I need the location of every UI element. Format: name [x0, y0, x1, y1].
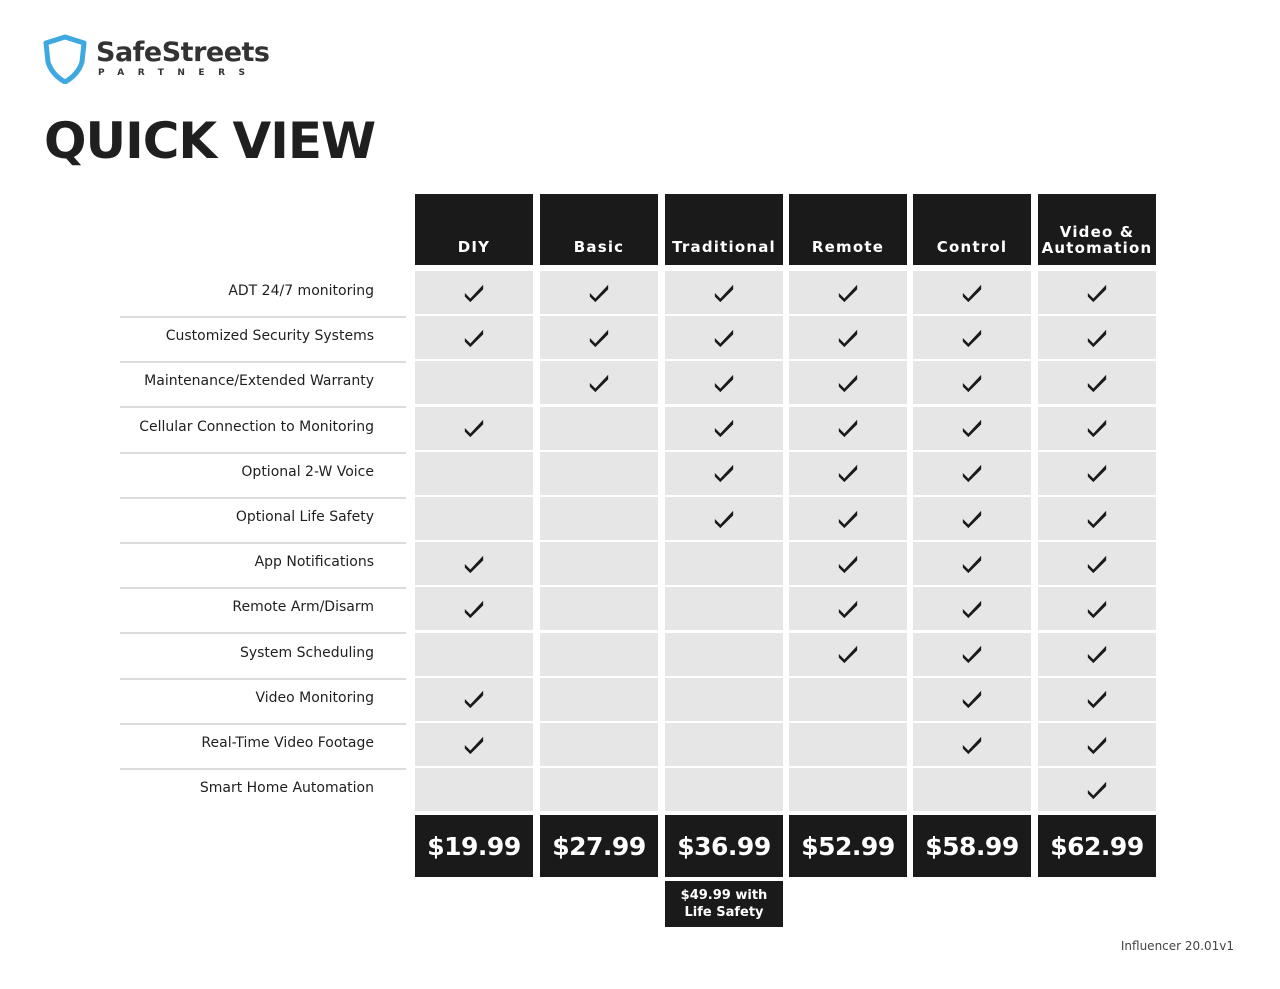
feature-cell	[913, 633, 1031, 676]
feature-cell	[665, 587, 783, 630]
feature-cell	[789, 361, 907, 404]
feature-cell	[415, 452, 533, 495]
checkmark-icon	[462, 734, 486, 756]
plan-price: $62.99	[1038, 815, 1156, 877]
plan-price: $19.99	[415, 815, 533, 877]
row-divider	[120, 542, 406, 544]
checkmark-icon	[1085, 417, 1109, 439]
plan-price: $27.99	[540, 815, 658, 877]
feature-cell	[1038, 497, 1156, 540]
checkmark-icon	[1085, 553, 1109, 575]
checkmark-icon	[836, 372, 860, 394]
checkmark-icon	[960, 688, 984, 710]
checkmark-icon	[712, 508, 736, 530]
feature-cell	[1038, 316, 1156, 359]
checkmark-icon	[836, 553, 860, 575]
plan-price: $52.99	[789, 815, 907, 877]
checkmark-icon	[1085, 508, 1109, 530]
checkmark-icon	[712, 462, 736, 484]
feature-cell	[1038, 407, 1156, 450]
checkmark-icon	[1085, 779, 1109, 801]
checkmark-icon	[462, 553, 486, 575]
row-divider	[120, 768, 406, 770]
feature-cell	[789, 542, 907, 585]
feature-cell	[540, 407, 658, 450]
document-code: Influencer 20.01v1	[1120, 939, 1234, 953]
plan-header: Basic	[540, 194, 658, 265]
row-divider	[120, 497, 406, 499]
feature-cell	[665, 497, 783, 540]
checkmark-icon	[712, 417, 736, 439]
feature-cell	[1038, 361, 1156, 404]
feature-cell	[1038, 723, 1156, 766]
feature-cell	[415, 316, 533, 359]
page-title: QUICK VIEW	[44, 112, 376, 170]
feature-cell	[665, 678, 783, 721]
feature-cell	[1038, 271, 1156, 314]
feature-cell	[665, 633, 783, 676]
plan-header: Remote	[789, 194, 907, 265]
brand-logo	[42, 34, 270, 84]
plan-header: Traditional	[665, 194, 783, 265]
feature-cell	[913, 316, 1031, 359]
feature-cell	[789, 497, 907, 540]
feature-cell	[415, 678, 533, 721]
row-divider	[120, 587, 406, 589]
feature-cell	[540, 361, 658, 404]
feature-cell	[415, 723, 533, 766]
feature-cell	[789, 723, 907, 766]
feature-label: Optional 2-W Voice	[241, 463, 374, 480]
checkmark-icon	[960, 734, 984, 756]
checkmark-icon	[836, 282, 860, 304]
row-divider	[120, 452, 406, 454]
checkmark-icon	[1085, 282, 1109, 304]
feature-cell	[913, 723, 1031, 766]
feature-cell	[1038, 542, 1156, 585]
feature-cell	[665, 361, 783, 404]
feature-label: Cellular Connection to Monitoring	[139, 418, 374, 435]
checkmark-icon	[462, 282, 486, 304]
checkmark-icon	[836, 643, 860, 665]
feature-cell	[913, 542, 1031, 585]
checkmark-icon	[712, 327, 736, 349]
checkmark-icon	[712, 372, 736, 394]
checkmark-icon	[1085, 327, 1109, 349]
feature-label: Remote Arm/Disarm	[232, 599, 374, 616]
checkmark-icon	[836, 598, 860, 620]
feature-cell	[540, 723, 658, 766]
plan-header: Video & Automation	[1038, 194, 1156, 265]
checkmark-icon	[836, 462, 860, 484]
brand-name: SafeStreets	[96, 37, 270, 68]
feature-cell	[789, 271, 907, 314]
row-divider	[120, 316, 406, 318]
checkmark-icon	[1085, 734, 1109, 756]
checkmark-icon	[1085, 598, 1109, 620]
feature-cell	[415, 407, 533, 450]
checkmark-icon	[1085, 643, 1109, 665]
feature-cell	[540, 678, 658, 721]
checkmark-icon	[836, 327, 860, 349]
feature-label: ADT 24/7 monitoring	[228, 283, 374, 299]
checkmark-icon	[587, 282, 611, 304]
feature-label: Real-Time Video Footage	[201, 735, 374, 751]
feature-cell	[913, 271, 1031, 314]
feature-label: System Scheduling	[239, 644, 374, 661]
checkmark-icon	[960, 553, 984, 575]
feature-cell	[540, 497, 658, 540]
feature-label: Video Monitoring	[255, 689, 374, 706]
feature-label: Smart Home Automation	[199, 780, 374, 797]
feature-cell	[1038, 678, 1156, 721]
feature-cell	[415, 497, 533, 540]
checkmark-icon	[462, 688, 486, 710]
checkmark-icon	[1085, 688, 1109, 710]
feature-cell	[665, 542, 783, 585]
feature-cell	[913, 768, 1031, 811]
feature-cell	[789, 633, 907, 676]
brand-tagline: PARTNERS	[98, 68, 259, 78]
feature-cell	[415, 587, 533, 630]
feature-cell	[913, 587, 1031, 630]
feature-cell	[665, 407, 783, 450]
feature-cell	[540, 587, 658, 630]
feature-label: Optional Life Safety	[235, 509, 374, 525]
feature-cell	[789, 316, 907, 359]
row-divider	[120, 632, 406, 634]
feature-cell	[913, 678, 1031, 721]
feature-cell	[665, 316, 783, 359]
feature-cell	[415, 361, 533, 404]
row-divider	[120, 678, 406, 680]
feature-cell	[415, 271, 533, 314]
feature-cell	[789, 587, 907, 630]
feature-cell	[789, 407, 907, 450]
checkmark-icon	[836, 417, 860, 439]
checkmark-icon	[960, 372, 984, 394]
feature-cell	[540, 768, 658, 811]
feature-cell	[789, 452, 907, 495]
plan-header: Control	[913, 194, 1031, 265]
feature-cell	[1038, 768, 1156, 811]
checkmark-icon	[462, 598, 486, 620]
feature-cell	[415, 768, 533, 811]
row-divider	[120, 406, 406, 408]
feature-cell	[540, 271, 658, 314]
feature-cell	[665, 723, 783, 766]
feature-cell	[789, 678, 907, 721]
feature-cell	[540, 316, 658, 359]
plan-price: $58.99	[913, 815, 1031, 877]
plan-price-note: $49.99 with Life Safety	[665, 881, 783, 927]
checkmark-icon	[836, 508, 860, 530]
feature-cell	[913, 497, 1031, 540]
checkmark-icon	[587, 327, 611, 349]
checkmark-icon	[960, 417, 984, 439]
checkmark-icon	[960, 327, 984, 349]
plan-price: $36.99	[665, 815, 783, 877]
row-divider	[120, 361, 406, 363]
feature-cell	[415, 633, 533, 676]
feature-cell	[540, 633, 658, 676]
row-divider	[120, 723, 406, 725]
checkmark-icon	[960, 282, 984, 304]
checkmark-icon	[1085, 372, 1109, 394]
checkmark-icon	[1085, 462, 1109, 484]
checkmark-icon	[960, 598, 984, 620]
feature-cell	[665, 452, 783, 495]
checkmark-icon	[960, 462, 984, 484]
feature-cell	[913, 407, 1031, 450]
checkmark-icon	[712, 282, 736, 304]
feature-cell	[789, 768, 907, 811]
feature-cell	[913, 361, 1031, 404]
feature-cell	[665, 271, 783, 314]
feature-cell	[1038, 452, 1156, 495]
shield-logo-icon	[42, 34, 88, 84]
feature-label: Customized Security Systems	[165, 328, 374, 345]
feature-cell	[1038, 633, 1156, 676]
feature-cell	[665, 768, 783, 811]
plan-header: DIY	[415, 194, 533, 265]
checkmark-icon	[587, 372, 611, 394]
checkmark-icon	[462, 327, 486, 349]
feature-label: App Notifications	[254, 554, 374, 571]
checkmark-icon	[960, 643, 984, 665]
feature-cell	[1038, 587, 1156, 630]
feature-cell	[540, 452, 658, 495]
feature-cell	[415, 542, 533, 585]
checkmark-icon	[960, 508, 984, 530]
feature-label: Maintenance/Extended Warranty	[144, 373, 374, 390]
feature-cell	[913, 452, 1031, 495]
feature-cell	[540, 542, 658, 585]
checkmark-icon	[462, 417, 486, 439]
